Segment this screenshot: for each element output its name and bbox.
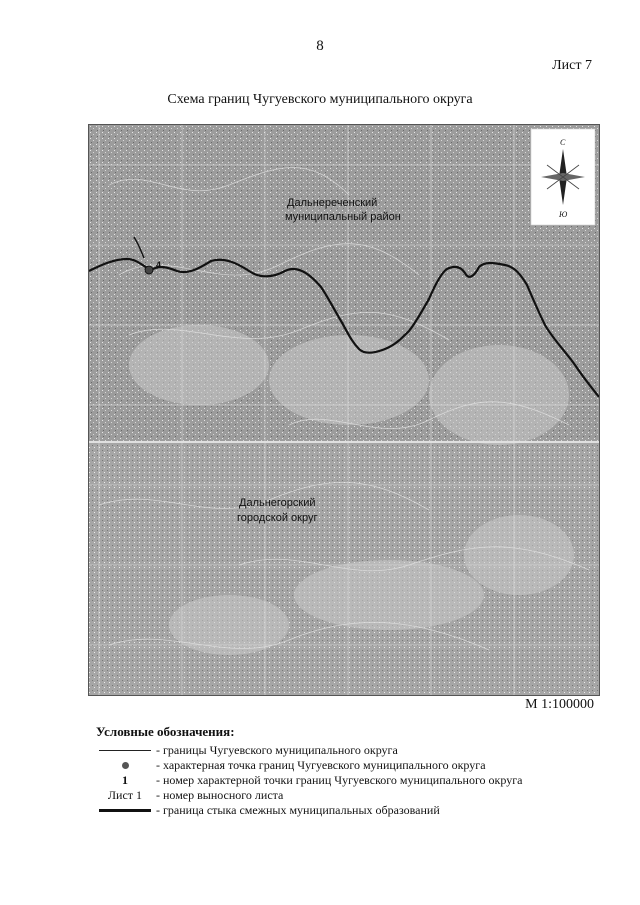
point-symbol [122, 762, 129, 769]
boundary-point [145, 266, 153, 274]
compass-rose [531, 129, 595, 225]
legend-item [96, 758, 616, 773]
legend [96, 724, 616, 818]
legend-item-text: - номер характерной точки границ Чугуевского муниципального округа [156, 773, 523, 787]
compass-south-label: Ю [559, 210, 568, 219]
thin-line-symbol [99, 750, 151, 751]
map-seam [89, 441, 599, 443]
map-frame [88, 124, 600, 696]
sheet-number-symbol: Лист 1 [107, 788, 143, 802]
region-south-line1: Дальнегорский [239, 497, 316, 509]
map-title: Схема границ Чугуевского муниципального округа [167, 92, 473, 107]
point-number-symbol: 1 [122, 773, 128, 787]
region-north-line2: муниципальный район [285, 211, 401, 223]
legend-item-text: - граница стыка смежных муниципальных образований [156, 803, 440, 817]
legend-item [96, 803, 616, 818]
legend-item [96, 743, 616, 758]
compass-north-label: С [560, 138, 566, 147]
sheet-label: Лист 7 [552, 58, 592, 73]
legend-item [96, 788, 616, 803]
map-scale: М 1:100000 [525, 697, 594, 712]
boundary-point-label: 4 [156, 260, 162, 270]
legend-item [96, 773, 616, 788]
thick-line-symbol [99, 809, 151, 812]
page-number: 8 [316, 38, 324, 54]
map-image [89, 125, 599, 695]
legend-title: Условные обозначения: [96, 724, 235, 739]
legend-item-text: - номер выносного листа [156, 788, 284, 802]
region-south-line2: городской округ [237, 512, 318, 524]
legend-item-text: - границы Чугуевского муниципального округа [156, 743, 398, 757]
legend-item-text: - характерная точка границ Чугуевского муниципального округа [156, 758, 486, 772]
region-north-line1: Дальнереченский [287, 197, 378, 209]
